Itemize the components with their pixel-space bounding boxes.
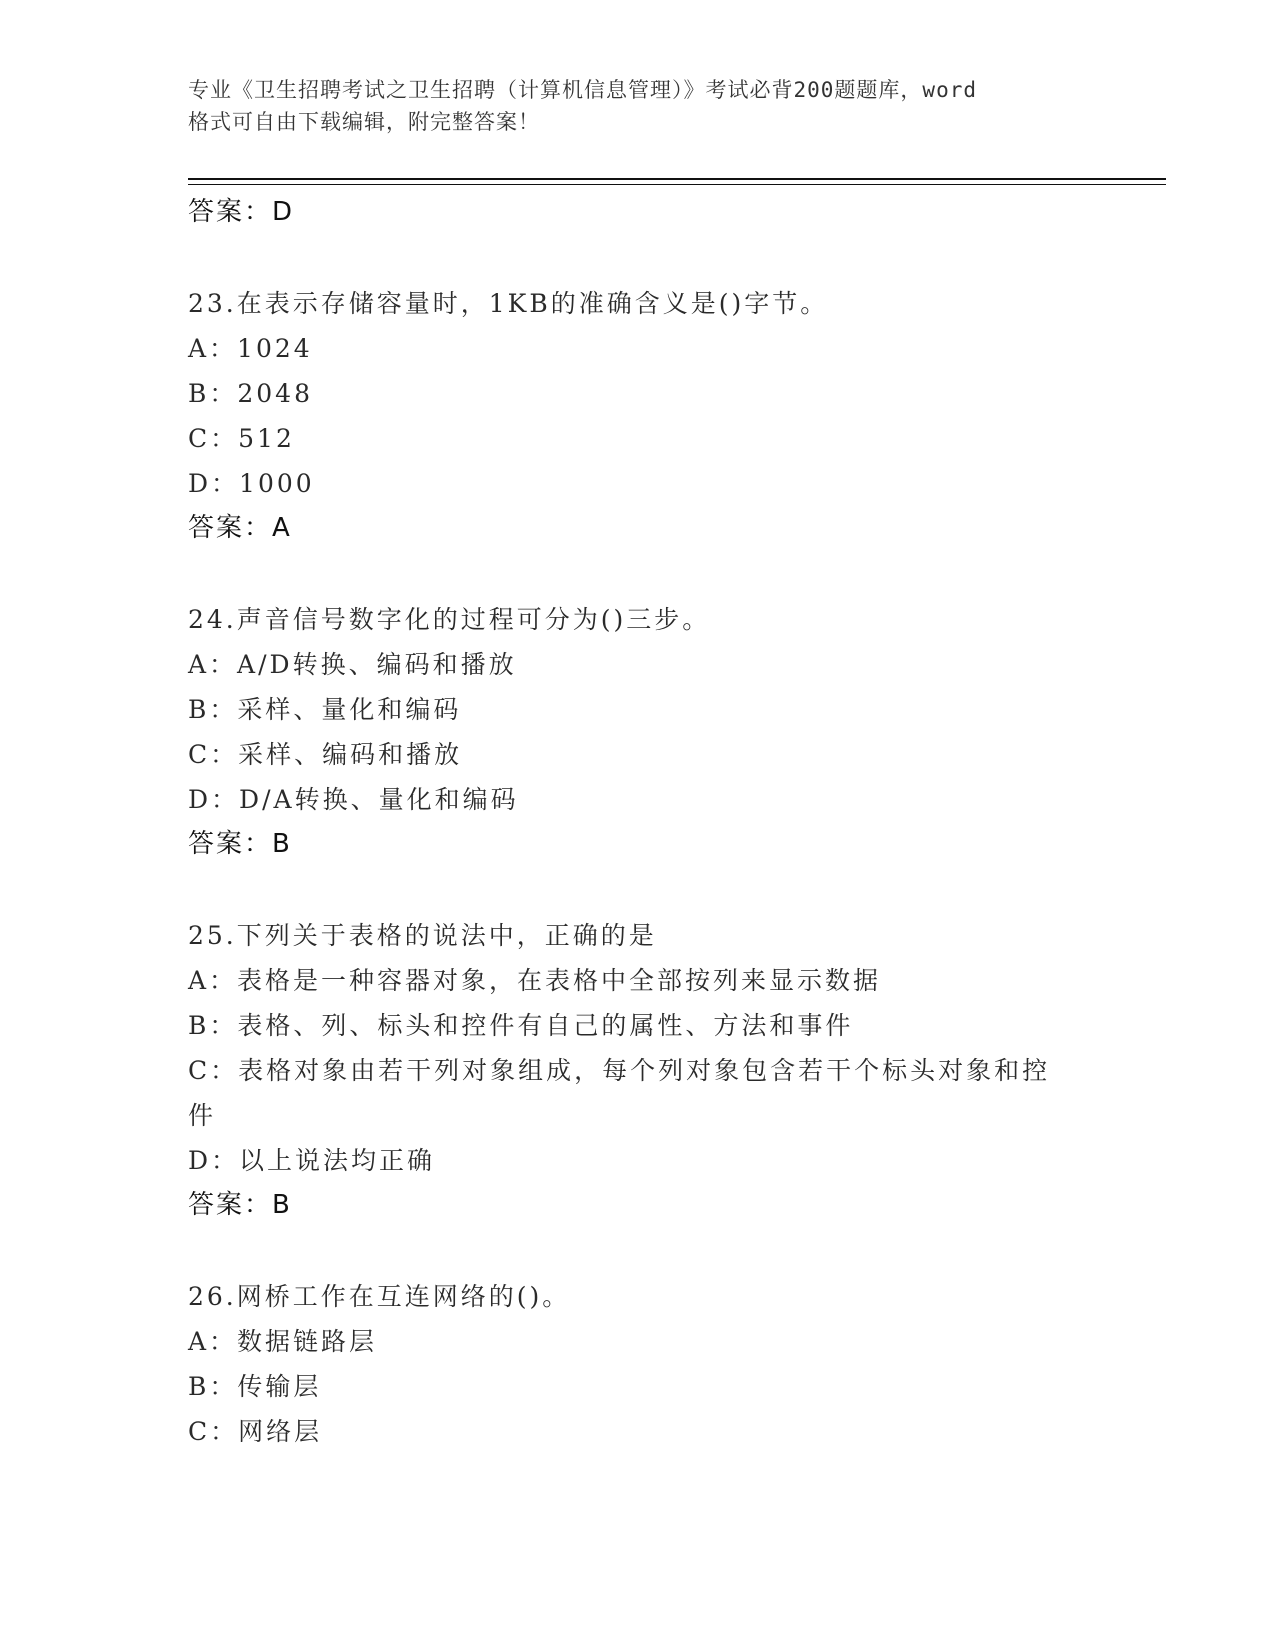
prev-answer: 答案：D — [188, 197, 295, 227]
header-rule-thin — [188, 184, 1166, 185]
header-line-2: 格式可自由下载编辑，附完整答案！ — [188, 110, 540, 134]
option-a: A：表格是一种容器对象，在表格中全部按列来显示数据 — [188, 966, 882, 995]
question-block — [188, 1274, 1088, 1454]
option-c: C：网络层 — [188, 1417, 323, 1446]
option-c: C：表格对象由若干列对象组成，每个列对象包含若干个标头对象和控 — [188, 1056, 1051, 1085]
question-stem: 26.网桥工作在互连网络的()。 — [188, 1282, 571, 1311]
question-stem: 24.声音信号数字化的过程可分为()三步。 — [188, 605, 711, 634]
option-d: D：1000 — [188, 469, 315, 498]
option-b: B：传输层 — [188, 1372, 322, 1401]
option-b: B：采样、量化和编码 — [188, 695, 462, 724]
document-page — [188, 0, 1188, 1650]
question-stem: 23.在表示存储容量时，1KB的准确含义是()字节。 — [188, 289, 829, 318]
header-rule-thick — [188, 178, 1166, 180]
question-block — [188, 281, 1088, 551]
option-c-continued: 件 — [188, 1101, 217, 1130]
option-a: A：数据链路层 — [188, 1327, 378, 1356]
header-line-1: 专业《卫生招聘考试之卫生招聘（计算机信息管理）》考试必背200题题库，word — [188, 78, 977, 102]
option-a: A：A/D转换、编码和播放 — [188, 650, 517, 679]
answer-line: 答案：A — [188, 513, 292, 543]
option-d: D：以上说法均正确 — [188, 1146, 436, 1175]
answer-line: 答案：B — [188, 1190, 292, 1220]
option-b: B：2048 — [188, 379, 313, 408]
option-c: C：512 — [188, 424, 295, 453]
option-c: C：采样、编码和播放 — [188, 740, 463, 769]
option-d: D：D/A转换、量化和编码 — [188, 785, 519, 814]
document-body — [188, 190, 1088, 1454]
answer-line: 答案：B — [188, 829, 292, 859]
option-b: B：表格、列、标头和控件有自己的属性、方法和事件 — [188, 1011, 854, 1040]
question-block — [188, 913, 1088, 1228]
document-header — [188, 74, 1088, 138]
question-block — [188, 597, 1088, 867]
question-stem: 25.下列关于表格的说法中，正确的是 — [188, 921, 657, 950]
option-a: A：1024 — [188, 334, 313, 363]
